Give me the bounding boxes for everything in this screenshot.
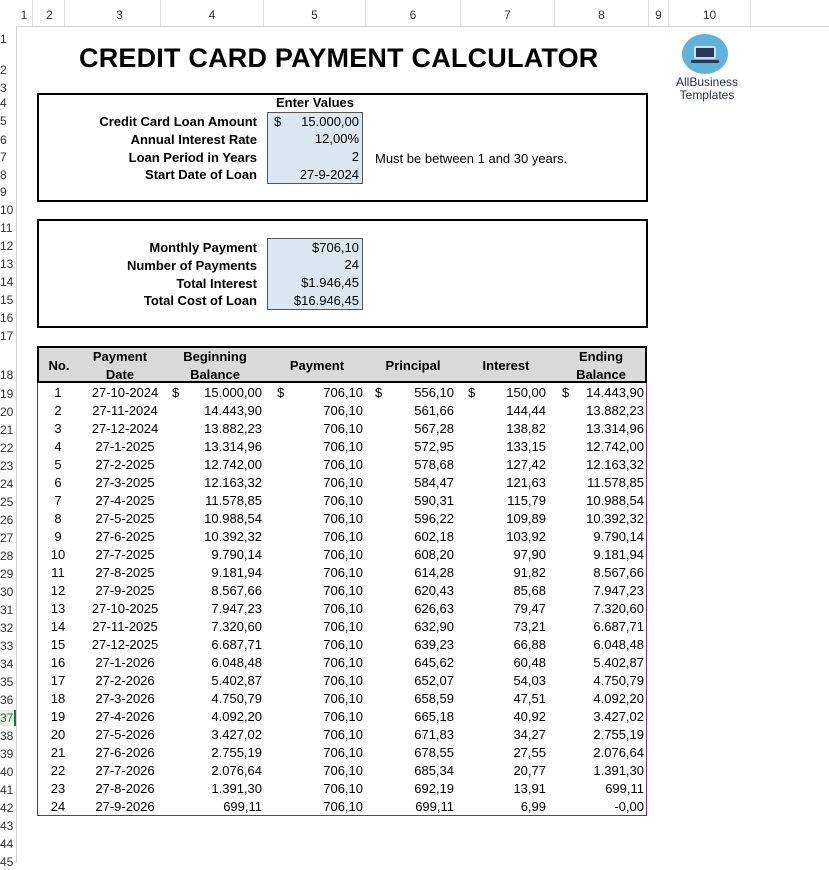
table-row xyxy=(38,528,646,546)
column-header[interactable]: 5 xyxy=(264,0,366,26)
cell-payment[interactable]: 706,10 xyxy=(323,547,363,562)
interest-rate-label: Annual Interest Rate xyxy=(130,132,257,147)
cell-beginning-balance[interactable]: 1.391,30 xyxy=(211,781,262,796)
cell-principal[interactable]: 671,83 xyxy=(414,727,454,742)
row-header[interactable]: 2 xyxy=(0,63,7,77)
interest-rate-value: 12,00% xyxy=(314,131,359,146)
row-header[interactable]: 20 xyxy=(0,405,14,419)
cell-ending-balance[interactable]: 13.882,23 xyxy=(586,403,644,418)
start-date-label: Start Date of Loan xyxy=(145,167,257,182)
cell-beginning-balance[interactable]: 2.755,19 xyxy=(211,745,262,760)
table-row xyxy=(38,618,646,636)
cell-payment-date[interactable]: 27-12-2024 xyxy=(91,421,159,436)
cell-interest[interactable]: 133,15 xyxy=(506,439,546,454)
cell-payment[interactable]: 706,10 xyxy=(323,439,363,454)
column-header[interactable]: 1 xyxy=(16,0,33,26)
cell-no[interactable]: 4 xyxy=(54,439,62,454)
row-header[interactable]: 40 xyxy=(0,765,14,779)
cell-beginning-balance[interactable]: 11.578,85 xyxy=(205,493,262,508)
page-title: CREDIT CARD PAYMENT CALCULATOR xyxy=(79,43,599,73)
cell-principal[interactable]: 614,28 xyxy=(414,565,454,580)
column-header-bar xyxy=(0,0,829,27)
currency-symbol: $ xyxy=(277,385,285,400)
table-row xyxy=(38,654,646,672)
header-interest: Interest xyxy=(482,358,530,373)
table-row xyxy=(38,474,646,492)
cell-interest[interactable]: 121,63 xyxy=(506,475,546,490)
cell-payment[interactable]: 706,10 xyxy=(323,781,363,796)
cell-payment-date[interactable]: 27-8-2026 xyxy=(95,781,155,796)
header-payment-date-line1: Payment xyxy=(92,349,148,364)
cell-payment-date[interactable]: 27-6-2025 xyxy=(95,529,155,544)
cell-beginning-balance[interactable]: 4.092,20 xyxy=(211,709,262,724)
cell-beginning-balance[interactable]: 699,11 xyxy=(223,799,262,814)
cell-payment[interactable]: 706,10 xyxy=(323,493,363,508)
cell-ending-balance[interactable]: 10.988,54 xyxy=(586,493,644,508)
row-header[interactable]: 8 xyxy=(0,168,7,182)
row-header[interactable]: 1 xyxy=(0,32,7,46)
cell-principal[interactable]: 572,95 xyxy=(414,439,454,454)
row-header[interactable]: 41 xyxy=(0,783,14,797)
table-row xyxy=(38,672,646,690)
cell-payment-date[interactable]: 27-12-2025 xyxy=(91,637,159,652)
cell-no[interactable]: 19 xyxy=(50,709,66,724)
cell-no[interactable]: 9 xyxy=(54,529,62,544)
currency-symbol: $ xyxy=(468,385,476,400)
cell-payment[interactable]: 706,10 xyxy=(323,529,363,544)
laptop-icon xyxy=(682,34,728,74)
header-no: No. xyxy=(48,358,70,373)
cell-principal[interactable]: 665,18 xyxy=(414,709,454,724)
number-of-payments-value: 24 xyxy=(267,256,363,274)
logo-line-2: Templates xyxy=(679,88,735,102)
cell-payment-date[interactable]: 27-10-2024 xyxy=(91,385,159,400)
cell-ending-balance[interactable]: 2.755,19 xyxy=(593,727,644,742)
column-header[interactable]: 7 xyxy=(461,0,555,26)
cell-interest[interactable]: 27,55 xyxy=(513,745,546,760)
total-cost-value: $16.946,45 xyxy=(267,292,363,310)
column-header[interactable]: 6 xyxy=(366,0,461,26)
cell-no[interactable]: 21 xyxy=(50,745,66,760)
header-payment-date xyxy=(79,348,161,384)
cell-no[interactable]: 3 xyxy=(54,421,62,436)
cell-interest[interactable]: 73,21 xyxy=(513,619,546,634)
row-header[interactable]: 30 xyxy=(0,585,14,599)
cell-ending-balance[interactable]: 10.392,32 xyxy=(586,511,644,526)
cell-principal[interactable]: 602,18 xyxy=(414,529,454,544)
row-header[interactable]: 24 xyxy=(0,477,14,491)
header-ending-balance-line1: Ending xyxy=(578,349,624,364)
cell-principal[interactable]: 639,23 xyxy=(414,637,454,652)
cell-principal[interactable]: 567,28 xyxy=(414,421,454,436)
row-header[interactable]: 23 xyxy=(0,459,14,473)
row-header[interactable]: 4 xyxy=(0,96,7,110)
header-payment: Payment xyxy=(289,358,345,373)
cell-principal[interactable]: 685,34 xyxy=(414,763,454,778)
row-header[interactable]: 25 xyxy=(0,495,14,509)
loan-amount-value: 15.000,00 xyxy=(301,114,359,129)
cell-payment-date[interactable]: 27-5-2025 xyxy=(95,511,155,526)
column-header[interactable]: 9 xyxy=(649,0,669,26)
header-ending-balance xyxy=(553,348,649,384)
interest-rate-input[interactable] xyxy=(267,130,363,148)
cell-no[interactable]: 12 xyxy=(50,583,66,598)
cell-beginning-balance[interactable]: 8.567,66 xyxy=(211,583,262,598)
cell-no[interactable]: 14 xyxy=(50,619,66,634)
table-row xyxy=(38,762,646,780)
row-header[interactable]: 14 xyxy=(0,275,14,289)
schedule-table xyxy=(37,383,647,816)
cell-payment-date[interactable]: 27-11-2025 xyxy=(92,619,158,634)
loan-amount-input[interactable] xyxy=(267,112,363,130)
cell-no[interactable]: 23 xyxy=(50,781,66,796)
loan-period-label: Loan Period in Years xyxy=(128,150,257,165)
cell-payment-date[interactable]: 27-3-2025 xyxy=(95,475,155,490)
currency-symbol: $ xyxy=(172,385,180,400)
cell-interest[interactable]: 150,00 xyxy=(506,385,546,400)
header-ending-balance-line2: Balance xyxy=(576,367,626,382)
table-row xyxy=(38,780,646,798)
cell-payment[interactable]: 706,10 xyxy=(323,385,363,400)
cell-ending-balance[interactable]: 4.750,79 xyxy=(593,673,644,688)
table-row xyxy=(38,492,646,510)
cell-beginning-balance[interactable]: 13.882,23 xyxy=(204,421,262,436)
cell-payment-date[interactable]: 27-6-2026 xyxy=(95,745,155,760)
cell-no[interactable]: 22 xyxy=(50,763,66,778)
cell-payment[interactable]: 706,10 xyxy=(323,709,363,724)
row-header[interactable]: 26 xyxy=(0,513,14,527)
cell-beginning-balance[interactable]: 10.392,32 xyxy=(204,529,262,544)
cell-no[interactable]: 5 xyxy=(54,457,62,472)
row-header[interactable]: 33 xyxy=(0,639,14,653)
table-row xyxy=(38,402,646,420)
total-interest-label: Total Interest xyxy=(176,276,257,291)
cell-payment-date[interactable]: 27-2-2025 xyxy=(95,457,155,472)
cell-payment[interactable]: 706,10 xyxy=(323,637,363,652)
row-header[interactable]: 36 xyxy=(0,693,14,707)
table-row xyxy=(38,798,646,816)
cell-no[interactable]: 16 xyxy=(50,655,66,670)
cell-payment[interactable]: 706,10 xyxy=(323,511,363,526)
row-header[interactable]: 38 xyxy=(0,729,14,743)
cell-beginning-balance[interactable]: 6.048,48 xyxy=(211,655,262,670)
cell-interest[interactable]: 91,82 xyxy=(513,565,546,580)
cell-payment[interactable]: 706,10 xyxy=(323,799,363,814)
total-cost-label: Total Cost of Loan xyxy=(143,293,257,308)
row-header[interactable]: 35 xyxy=(0,675,14,689)
loan-period-input[interactable] xyxy=(267,148,363,166)
table-row xyxy=(38,564,646,582)
cell-no[interactable]: 11 xyxy=(51,565,65,580)
column-header[interactable]: 8 xyxy=(555,0,649,26)
cell-no[interactable]: 24 xyxy=(50,799,66,814)
cell-payment[interactable]: 706,10 xyxy=(323,619,363,634)
row-header[interactable]: 31 xyxy=(0,603,14,617)
row-header[interactable]: 39 xyxy=(0,747,14,761)
column-header[interactable]: 3 xyxy=(79,0,161,26)
row-header[interactable]: 37 xyxy=(0,710,16,726)
cell-ending-balance[interactable]: 7.320,60 xyxy=(593,601,644,616)
cell-principal[interactable]: 620,43 xyxy=(414,583,454,598)
currency-symbol: $ xyxy=(375,385,383,400)
loan-amount-label: Credit Card Loan Amount xyxy=(99,114,257,129)
cell-payment-date[interactable]: 27-3-2026 xyxy=(95,691,155,706)
cell-no[interactable]: 8 xyxy=(54,511,62,526)
row-header[interactable]: 3 xyxy=(0,81,7,95)
cell-beginning-balance[interactable]: 6.687,71 xyxy=(211,637,262,652)
cell-ending-balance[interactable]: 6.687,71 xyxy=(593,619,644,634)
cell-beginning-balance[interactable]: 15.000,00 xyxy=(204,385,262,400)
header-beginning-balance-line1: Beginning xyxy=(183,349,247,364)
cell-beginning-balance[interactable]: 9.181,94 xyxy=(211,565,262,580)
row-header[interactable]: 13 xyxy=(0,257,14,271)
row-header[interactable]: 6 xyxy=(0,133,7,147)
cell-interest[interactable]: 144,44 xyxy=(506,403,546,418)
monthly-payment-value: $706,10 xyxy=(267,238,363,256)
row-header-bar xyxy=(0,26,17,869)
cell-beginning-balance[interactable]: 12.163,32 xyxy=(204,475,262,490)
cell-ending-balance[interactable]: -0,00 xyxy=(614,799,644,814)
currency-symbol: $ xyxy=(274,114,282,129)
row-header[interactable]: 17 xyxy=(0,329,14,343)
row-header[interactable]: 19 xyxy=(0,387,14,401)
cell-principal[interactable]: 578,68 xyxy=(414,457,454,472)
cell-ending-balance[interactable]: 12.163,32 xyxy=(586,457,644,472)
cell-ending-balance[interactable]: 2.076,64 xyxy=(593,745,644,760)
cell-no[interactable]: 17 xyxy=(50,673,66,688)
logo-text xyxy=(664,76,750,102)
row-header[interactable]: 10 xyxy=(0,203,14,217)
row-header[interactable]: 15 xyxy=(0,293,14,307)
row-header[interactable]: 44 xyxy=(0,837,14,851)
cell-interest[interactable]: 109,89 xyxy=(506,511,546,526)
cell-payment[interactable]: 706,10 xyxy=(323,475,363,490)
enter-values-header: Enter Values xyxy=(275,95,355,110)
cell-principal[interactable]: 692,19 xyxy=(414,781,454,796)
cell-no[interactable]: 18 xyxy=(50,691,66,706)
cell-ending-balance[interactable]: 7.947,23 xyxy=(593,583,644,598)
cell-ending-balance[interactable]: 8.567,66 xyxy=(593,565,644,580)
cell-payment-date[interactable]: 27-8-2025 xyxy=(95,565,155,580)
cell-no[interactable]: 13 xyxy=(50,601,66,616)
cell-beginning-balance[interactable]: 9.790,14 xyxy=(211,547,262,562)
row-header[interactable]: 22 xyxy=(0,441,14,455)
table-row xyxy=(38,600,646,618)
cell-principal[interactable]: 626,63 xyxy=(414,601,454,616)
row-header[interactable]: 43 xyxy=(0,819,14,833)
table-row xyxy=(38,726,646,744)
column-header[interactable]: 10 xyxy=(669,0,751,26)
cell-ending-balance[interactable]: 11.578,85 xyxy=(587,475,644,490)
column-header[interactable]: 4 xyxy=(161,0,264,26)
cell-no[interactable]: 15 xyxy=(50,637,66,652)
table-row xyxy=(38,510,646,528)
row-header[interactable]: 42 xyxy=(0,801,14,815)
cell-interest[interactable]: 79,47 xyxy=(513,601,546,616)
cell-interest[interactable]: 85,68 xyxy=(513,583,546,598)
cell-interest[interactable]: 54,03 xyxy=(513,673,546,688)
header-beginning-balance xyxy=(167,348,263,384)
cell-no[interactable]: 2 xyxy=(54,403,62,418)
table-row xyxy=(38,690,646,708)
cell-no[interactable]: 7 xyxy=(54,493,62,508)
cell-interest[interactable]: 66,88 xyxy=(513,637,546,652)
cell-principal[interactable]: 652,07 xyxy=(414,673,454,688)
cell-payment-date[interactable]: 27-9-2026 xyxy=(95,799,155,814)
cell-payment[interactable]: 706,10 xyxy=(323,583,363,598)
start-date-value: 27-9-2024 xyxy=(299,167,359,182)
row-header[interactable]: 45 xyxy=(0,855,14,869)
cell-ending-balance[interactable]: 12.742,00 xyxy=(586,439,644,454)
cell-beginning-balance[interactable]: 7.947,23 xyxy=(211,601,262,616)
cell-ending-balance[interactable]: 4.092,20 xyxy=(593,691,644,706)
cell-interest[interactable]: 47,51 xyxy=(513,691,546,706)
cell-payment[interactable]: 706,10 xyxy=(323,421,363,436)
cell-payment-date[interactable]: 27-10-2025 xyxy=(91,601,159,616)
cell-interest[interactable]: 127,42 xyxy=(506,457,546,472)
cell-interest[interactable]: 60,48 xyxy=(513,655,546,670)
cell-interest[interactable]: 6,99 xyxy=(520,799,546,814)
cell-ending-balance[interactable]: 9.181,94 xyxy=(593,547,644,562)
cell-payment-date[interactable]: 27-2-2026 xyxy=(95,673,155,688)
cell-principal[interactable]: 584,47 xyxy=(414,475,454,490)
table-row xyxy=(38,582,646,600)
cell-payment-date[interactable]: 27-1-2026 xyxy=(95,655,155,670)
cell-ending-balance[interactable]: 13.314,96 xyxy=(586,421,644,436)
cell-ending-balance[interactable]: 699,11 xyxy=(605,781,644,796)
monthly-payment-label: Monthly Payment xyxy=(149,240,257,255)
table-row xyxy=(38,636,646,654)
table-row xyxy=(38,420,646,438)
cell-interest[interactable]: 115,79 xyxy=(507,493,546,508)
table-row xyxy=(38,456,646,474)
cell-principal[interactable]: 590,31 xyxy=(414,493,454,508)
cell-interest[interactable]: 97,90 xyxy=(513,547,546,562)
start-date-input[interactable] xyxy=(267,166,363,184)
row-header[interactable]: 27 xyxy=(0,531,14,545)
row-header[interactable]: 28 xyxy=(0,549,14,563)
cell-payment-date[interactable]: 27-9-2025 xyxy=(95,583,155,598)
header-payment-date-line2: Date xyxy=(105,367,135,382)
cell-payment[interactable]: 706,10 xyxy=(323,673,363,688)
logo-line-1: AllBusiness xyxy=(675,75,739,89)
cell-principal[interactable]: 632,90 xyxy=(414,619,454,634)
column-header[interactable]: 2 xyxy=(35,0,65,26)
cell-payment[interactable]: 706,10 xyxy=(323,457,363,472)
cell-payment-date[interactable]: 27-4-2026 xyxy=(95,709,155,724)
table-row xyxy=(38,438,646,456)
cell-payment[interactable]: 706,10 xyxy=(323,745,363,760)
cell-payment[interactable]: 706,10 xyxy=(323,763,363,778)
table-row xyxy=(38,708,646,726)
cell-interest[interactable]: 40,92 xyxy=(513,709,546,724)
cell-beginning-balance[interactable]: 4.750,79 xyxy=(211,691,262,706)
cell-payment-date[interactable]: 27-1-2025 xyxy=(95,439,155,454)
row-header[interactable]: 5 xyxy=(0,114,7,128)
cell-ending-balance[interactable]: 1.391,30 xyxy=(593,763,644,778)
row-header[interactable]: 32 xyxy=(0,621,14,635)
table-row xyxy=(38,546,646,564)
row-header[interactable]: 16 xyxy=(0,311,14,325)
row-header[interactable]: 12 xyxy=(0,239,14,253)
currency-symbol: $ xyxy=(562,385,570,400)
cell-interest[interactable]: 20,77 xyxy=(513,763,546,778)
cell-payment-date[interactable]: 27-11-2024 xyxy=(92,403,158,418)
table-row xyxy=(38,384,646,402)
cell-principal[interactable]: 556,10 xyxy=(414,385,454,400)
loan-period-note: Must be between 1 and 30 years. xyxy=(375,151,568,166)
cell-ending-balance[interactable]: 5.402,87 xyxy=(593,655,644,670)
header-principal: Principal xyxy=(385,358,441,373)
cell-beginning-balance[interactable]: 13.314,96 xyxy=(204,439,262,454)
cell-payment-date[interactable]: 27-5-2026 xyxy=(95,727,155,742)
cell-no[interactable]: 10 xyxy=(50,547,66,562)
cell-payment[interactable]: 706,10 xyxy=(323,565,363,580)
cell-payment[interactable]: 706,10 xyxy=(323,727,363,742)
cell-principal[interactable]: 645,62 xyxy=(414,655,454,670)
cell-beginning-balance[interactable]: 14.443,90 xyxy=(204,403,262,418)
cell-payment[interactable]: 706,10 xyxy=(323,691,363,706)
cell-beginning-balance[interactable]: 7.320,60 xyxy=(211,619,262,634)
table-row xyxy=(38,744,646,762)
cell-beginning-balance[interactable]: 10.988,54 xyxy=(204,511,262,526)
cell-payment-date[interactable]: 27-7-2026 xyxy=(95,763,155,778)
cell-principal[interactable]: 596,22 xyxy=(414,511,454,526)
cell-no[interactable]: 1 xyxy=(54,385,62,400)
cell-ending-balance[interactable]: 9.790,14 xyxy=(593,529,644,544)
number-of-payments-label: Number of Payments xyxy=(126,258,257,273)
row-header[interactable]: 11 xyxy=(0,221,13,235)
cell-beginning-balance[interactable]: 3.427,02 xyxy=(211,727,262,742)
row-header[interactable]: 29 xyxy=(0,567,14,581)
cell-interest[interactable]: 34,27 xyxy=(513,727,546,742)
cell-no[interactable]: 6 xyxy=(54,475,62,490)
cell-payment[interactable]: 706,10 xyxy=(323,403,363,418)
cell-no[interactable]: 20 xyxy=(50,727,66,742)
cell-payment[interactable]: 706,10 xyxy=(323,601,363,616)
cell-beginning-balance[interactable]: 12.742,00 xyxy=(204,457,262,472)
cell-principal[interactable]: 608,20 xyxy=(414,547,454,562)
cell-beginning-balance[interactable]: 2.076,64 xyxy=(211,763,262,778)
cell-principal[interactable]: 658,59 xyxy=(414,691,454,706)
row-header[interactable]: 18 xyxy=(0,368,14,382)
cell-payment-date[interactable]: 27-7-2025 xyxy=(95,547,155,562)
cell-ending-balance[interactable]: 14.443,90 xyxy=(586,385,644,400)
row-header[interactable]: 9 xyxy=(0,185,7,199)
header-beginning-balance-line2: Balance xyxy=(190,367,240,382)
row-header[interactable]: 7 xyxy=(0,150,7,164)
total-interest-value: $1.946,45 xyxy=(267,274,363,292)
cell-payment-date[interactable]: 27-4-2025 xyxy=(95,493,155,508)
row-header[interactable]: 34 xyxy=(0,657,14,671)
cell-principal[interactable]: 678,55 xyxy=(414,745,454,760)
cell-principal[interactable]: 561,66 xyxy=(414,403,454,418)
row-header[interactable]: 21 xyxy=(0,423,14,437)
cell-payment[interactable]: 706,10 xyxy=(323,655,363,670)
cell-principal[interactable]: 699,11 xyxy=(415,799,454,814)
cell-interest[interactable]: 13,91 xyxy=(513,781,546,796)
cell-ending-balance[interactable]: 3.427,02 xyxy=(593,709,644,724)
loan-period-value: 2 xyxy=(351,149,359,164)
schedule-header xyxy=(37,346,647,383)
cell-interest[interactable]: 103,92 xyxy=(506,529,546,544)
cell-beginning-balance[interactable]: 5.402,87 xyxy=(211,673,262,688)
cell-interest[interactable]: 138,82 xyxy=(506,421,546,436)
cell-ending-balance[interactable]: 6.048,48 xyxy=(593,637,644,652)
